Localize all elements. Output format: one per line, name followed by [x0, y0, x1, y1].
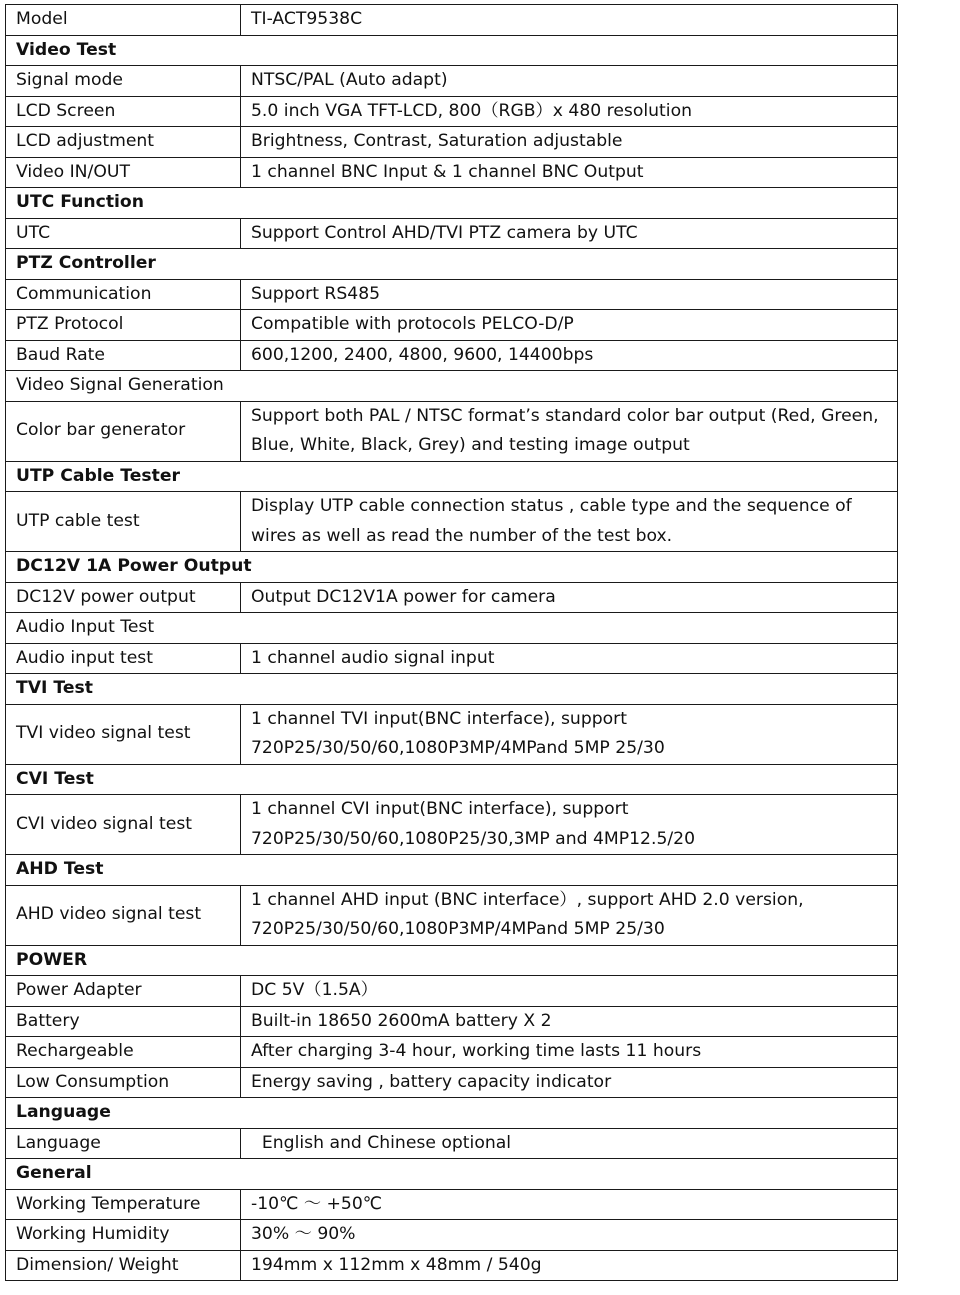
- spec-label: Low Consumption: [6, 1067, 241, 1098]
- spec-label: Working Temperature: [6, 1189, 241, 1220]
- spec-row: [6, 1037, 898, 1068]
- spec-table-body: [6, 5, 898, 1281]
- spec-row: [6, 310, 898, 341]
- section-header: UTP Cable Tester: [6, 461, 898, 492]
- section-header-row: [6, 674, 898, 705]
- section-header: CVI Test: [6, 764, 898, 795]
- spec-value: 1 channel AHD input (BNC interface）, support AHD 2.0 version, 720P25/30/50/60,1080P3MP/4MPand 5MP 25/30: [241, 885, 898, 945]
- section-header: UTC Function: [6, 188, 898, 219]
- spec-row: [6, 704, 898, 764]
- spec-value: English and Chinese optional: [241, 1128, 898, 1159]
- spec-value: 5.0 inch VGA TFT-LCD, 800（RGB）x 480 resolution: [241, 96, 898, 127]
- section-header-row: [6, 552, 898, 583]
- section-header: General: [6, 1159, 898, 1190]
- spec-row: [6, 401, 898, 461]
- spec-label: Communication: [6, 279, 241, 310]
- section-header-row: [6, 855, 898, 886]
- section-header-row: [6, 35, 898, 66]
- subsection-row: [6, 613, 898, 644]
- section-header: Language: [6, 1098, 898, 1129]
- spec-row: [6, 1128, 898, 1159]
- spec-label: LCD adjustment: [6, 127, 241, 158]
- spec-row: [6, 279, 898, 310]
- spec-row: [6, 795, 898, 855]
- spec-row: [6, 492, 898, 552]
- spec-row: [6, 885, 898, 945]
- spec-value: -10℃ ～ +50℃: [241, 1189, 898, 1220]
- spec-value: NTSC/PAL (Auto adapt): [241, 66, 898, 97]
- spec-value: 30% ～ 90%: [241, 1220, 898, 1251]
- spec-row: [6, 66, 898, 97]
- spec-row: [6, 5, 898, 36]
- section-header-row: [6, 461, 898, 492]
- spec-label: Working Humidity: [6, 1220, 241, 1251]
- spec-label: Language: [6, 1128, 241, 1159]
- spec-row: [6, 127, 898, 158]
- section-header: PTZ Controller: [6, 249, 898, 280]
- spec-label: TVI video signal test: [6, 704, 241, 764]
- spec-value: Energy saving , battery capacity indicator: [241, 1067, 898, 1098]
- spec-row: [6, 1006, 898, 1037]
- section-header: AHD Test: [6, 855, 898, 886]
- section-header-row: [6, 249, 898, 280]
- section-header-row: [6, 945, 898, 976]
- spec-row: [6, 1220, 898, 1251]
- subsection-label: Video Signal Generation: [6, 371, 898, 402]
- spec-label: Battery: [6, 1006, 241, 1037]
- spec-label: Dimension/ Weight: [6, 1250, 241, 1281]
- spec-value: Support Control AHD/TVI PTZ camera by UTC: [241, 218, 898, 249]
- spec-label: DC12V power output: [6, 582, 241, 613]
- spec-value: Support RS485: [241, 279, 898, 310]
- spec-value: DC 5V（1.5A）: [241, 976, 898, 1007]
- spec-row: [6, 218, 898, 249]
- section-header: TVI Test: [6, 674, 898, 705]
- spec-row: [6, 96, 898, 127]
- spec-value: TI-ACT9538C: [241, 5, 898, 36]
- spec-value: Support both PAL / NTSC format’s standard color bar output (Red, Green, Blue, White, Black, Grey) and testing image output: [241, 401, 898, 461]
- spec-value: 600,1200, 2400, 4800, 9600, 14400bps: [241, 340, 898, 371]
- spec-label: Model: [6, 5, 241, 36]
- spec-label: Rechargeable: [6, 1037, 241, 1068]
- spec-value: 1 channel CVI input(BNC interface), support 720P25/30/50/60,1080P25/30,3MP and 4MP12.5/20: [241, 795, 898, 855]
- spec-row: [6, 643, 898, 674]
- spec-value: 1 channel TVI input(BNC interface), support 720P25/30/50/60,1080P3MP/4MPand 5MP 25/30: [241, 704, 898, 764]
- spec-label: Video IN/OUT: [6, 157, 241, 188]
- spec-row: [6, 1189, 898, 1220]
- spec-value: 1 channel BNC Input & 1 channel BNC Output: [241, 157, 898, 188]
- section-header-row: [6, 188, 898, 219]
- spec-label: LCD Screen: [6, 96, 241, 127]
- spec-label: CVI video signal test: [6, 795, 241, 855]
- spec-row: [6, 1250, 898, 1281]
- spec-value: Compatible with protocols PELCO-D/P: [241, 310, 898, 341]
- section-header: DC12V 1A Power Output: [6, 552, 898, 583]
- spec-row: [6, 340, 898, 371]
- spec-value: 1 channel audio signal input: [241, 643, 898, 674]
- section-header: POWER: [6, 945, 898, 976]
- spec-value: After charging 3-4 hour, working time lasts 11 hours: [241, 1037, 898, 1068]
- spec-label: AHD video signal test: [6, 885, 241, 945]
- section-header-row: [6, 764, 898, 795]
- spec-row: [6, 157, 898, 188]
- spec-value: Brightness, Contrast, Saturation adjustable: [241, 127, 898, 158]
- spec-label: Color bar generator: [6, 401, 241, 461]
- spec-label: UTC: [6, 218, 241, 249]
- spec-value: Display UTP cable connection status , cable type and the sequence of wires as well as read the number of the test box.: [241, 492, 898, 552]
- spec-label: Power Adapter: [6, 976, 241, 1007]
- spec-label: Audio input test: [6, 643, 241, 674]
- spec-value: 194mm x 112mm x 48mm / 540g: [241, 1250, 898, 1281]
- spec-row: [6, 1067, 898, 1098]
- section-header: Video Test: [6, 35, 898, 66]
- spec-table: [5, 4, 898, 1281]
- subsection-label: Audio Input Test: [6, 613, 898, 644]
- spec-row: [6, 582, 898, 613]
- section-header-row: [6, 1098, 898, 1129]
- spec-label: Signal mode: [6, 66, 241, 97]
- spec-label: PTZ Protocol: [6, 310, 241, 341]
- subsection-row: [6, 371, 898, 402]
- spec-value: Built-in 18650 2600mA battery X 2: [241, 1006, 898, 1037]
- spec-value: Output DC12V1A power for camera: [241, 582, 898, 613]
- spec-label: Baud Rate: [6, 340, 241, 371]
- spec-label: UTP cable test: [6, 492, 241, 552]
- spec-row: [6, 976, 898, 1007]
- section-header-row: [6, 1159, 898, 1190]
